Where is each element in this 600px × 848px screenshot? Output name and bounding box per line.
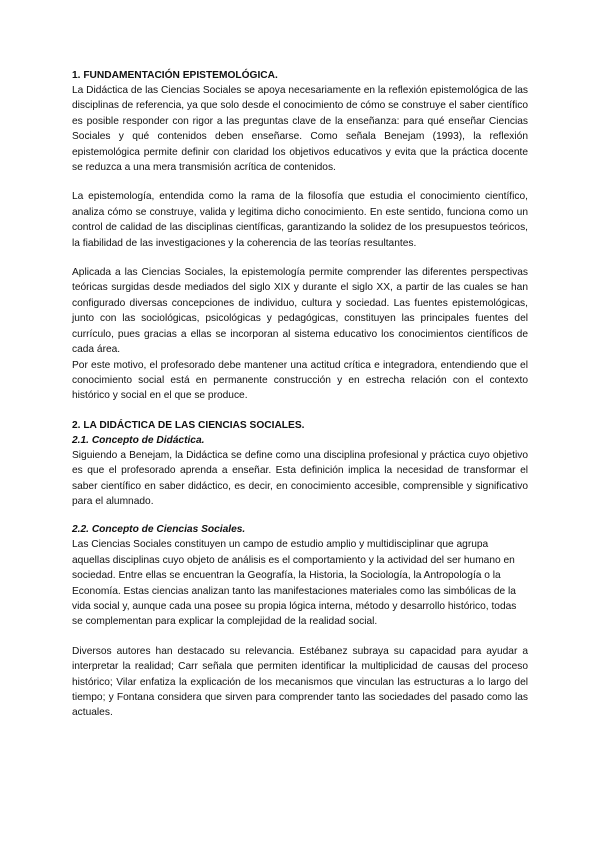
subsection-2-2-paragraph-1: Las Ciencias Sociales constituyen un campo de estudio amplio y multidisciplinar que agrupa aquellas disciplinas cuyo objeto de análisis es el comportamiento y la actividad del ser humano en sociedad. Entre ellas se encuentran la Geografía, la Historia, la Sociología, la Antropología o la Economía. Estas ciencias analizan tanto las manifestaciones materiales como las simbólicas de la vida social y, aunque cada una posee su propia lógica interna, método y desarrollo histórico, todas se complementan para explicar la complejidad de la realidad social. — [72, 539, 517, 628]
spacer — [72, 251, 528, 265]
section-1-paragraph-3: Aplicada a las Ciencias Sociales, la epistemología permite comprender las diferentes perspectivas teóricas surgidas desde mediados del siglo XIX y durante el siglo XX, a partir de las cuales se han configurado diversas concepciones de individuo, cultura y sociedad. Las fuentes epistemológicas, junto con las sociológicas, psicológicas y pedagógicas, constituyen las principales fuentes del currículo, pues gracias a ellas se incorporan al sistema educativo los conocimientos científicos de cada área. — [72, 267, 528, 356]
section-1-paragraph-2: La epistemología, entendida como la rama de la filosofía que estudia el conocimiento científico, analiza cómo se construye, valida y legitima dicho conocimiento. En este sentido, funciona como un control de calidad de las disciplinas científicas, garantizando la solidez de los presupuestos teóricos, la fiabilidad de las investigaciones y la coherencia de las teorías resultantes. — [72, 191, 528, 249]
spacer — [72, 175, 528, 189]
spacer — [72, 630, 528, 644]
spacer — [72, 404, 528, 418]
subsection-2-2-heading: 2.2. Concepto de Ciencias Sociales. — [72, 524, 246, 536]
section-1-heading: 1. FUNDAMENTACIÓN EPISTEMOLÓGICA. — [72, 70, 278, 81]
section-1-paragraph-1: La Didáctica de las Ciencias Sociales se apoya necesariamente en la reflexión epistemológica de las disciplinas de referencia, ya que solo desde el conocimiento de cómo se construye el saber científico es posible responder con rigor a las preguntas clave de la enseñanza: para qué enseñar Ciencias Sociales y qué contenidos deben enseñarse. Como señala Benejam (1993), la reflexión epistemológica permite definir con claridad los objetivos educativos y evita que la práctica docente se reduzca a una mera transmisión acrítica de contenidos. — [72, 85, 528, 174]
subsection-2-1-heading: 2.1. Concepto de Didáctica. — [72, 434, 205, 446]
subsection-2-1-paragraph: Siguiendo a Benejam, la Didáctica se define como una disciplina profesional y práctica cuyo objetivo es que el profesorado aprenda a enseñar. Esta definición implica la necesidad de transformar el saber científico en saber didáctico, es decir, en conocimiento accesible, comprensible y significativo para el alumnado. — [72, 449, 528, 507]
spacer — [72, 509, 528, 522]
section-1-paragraph-4: Por este motivo, el profesorado debe mantener una actitud crítica e integradora, entendiendo que el conocimiento social está en permanente construcción y en estrecha relación con el contexto histórico y social en el que se produce. — [72, 359, 528, 402]
subsection-2-2-paragraph-2: Diversos autores han destacado su relevancia. Estébanez subraya su capacidad para ayudar a interpretar la realidad; Carr señala que permiten identificar la multiplicidad de causas del proceso histórico; Vilar enfatiza la explicación de los mecanismos que vinculan las estructuras a lo largo del tiempo; y Fontana considera que sirven para comprender tanto las sociedades del pasado como las actuales. — [72, 645, 528, 719]
document-page — [72, 68, 528, 721]
section-2-heading: 2. LA DIDÁCTICA DE LAS CIENCIAS SOCIALES. — [72, 419, 305, 431]
